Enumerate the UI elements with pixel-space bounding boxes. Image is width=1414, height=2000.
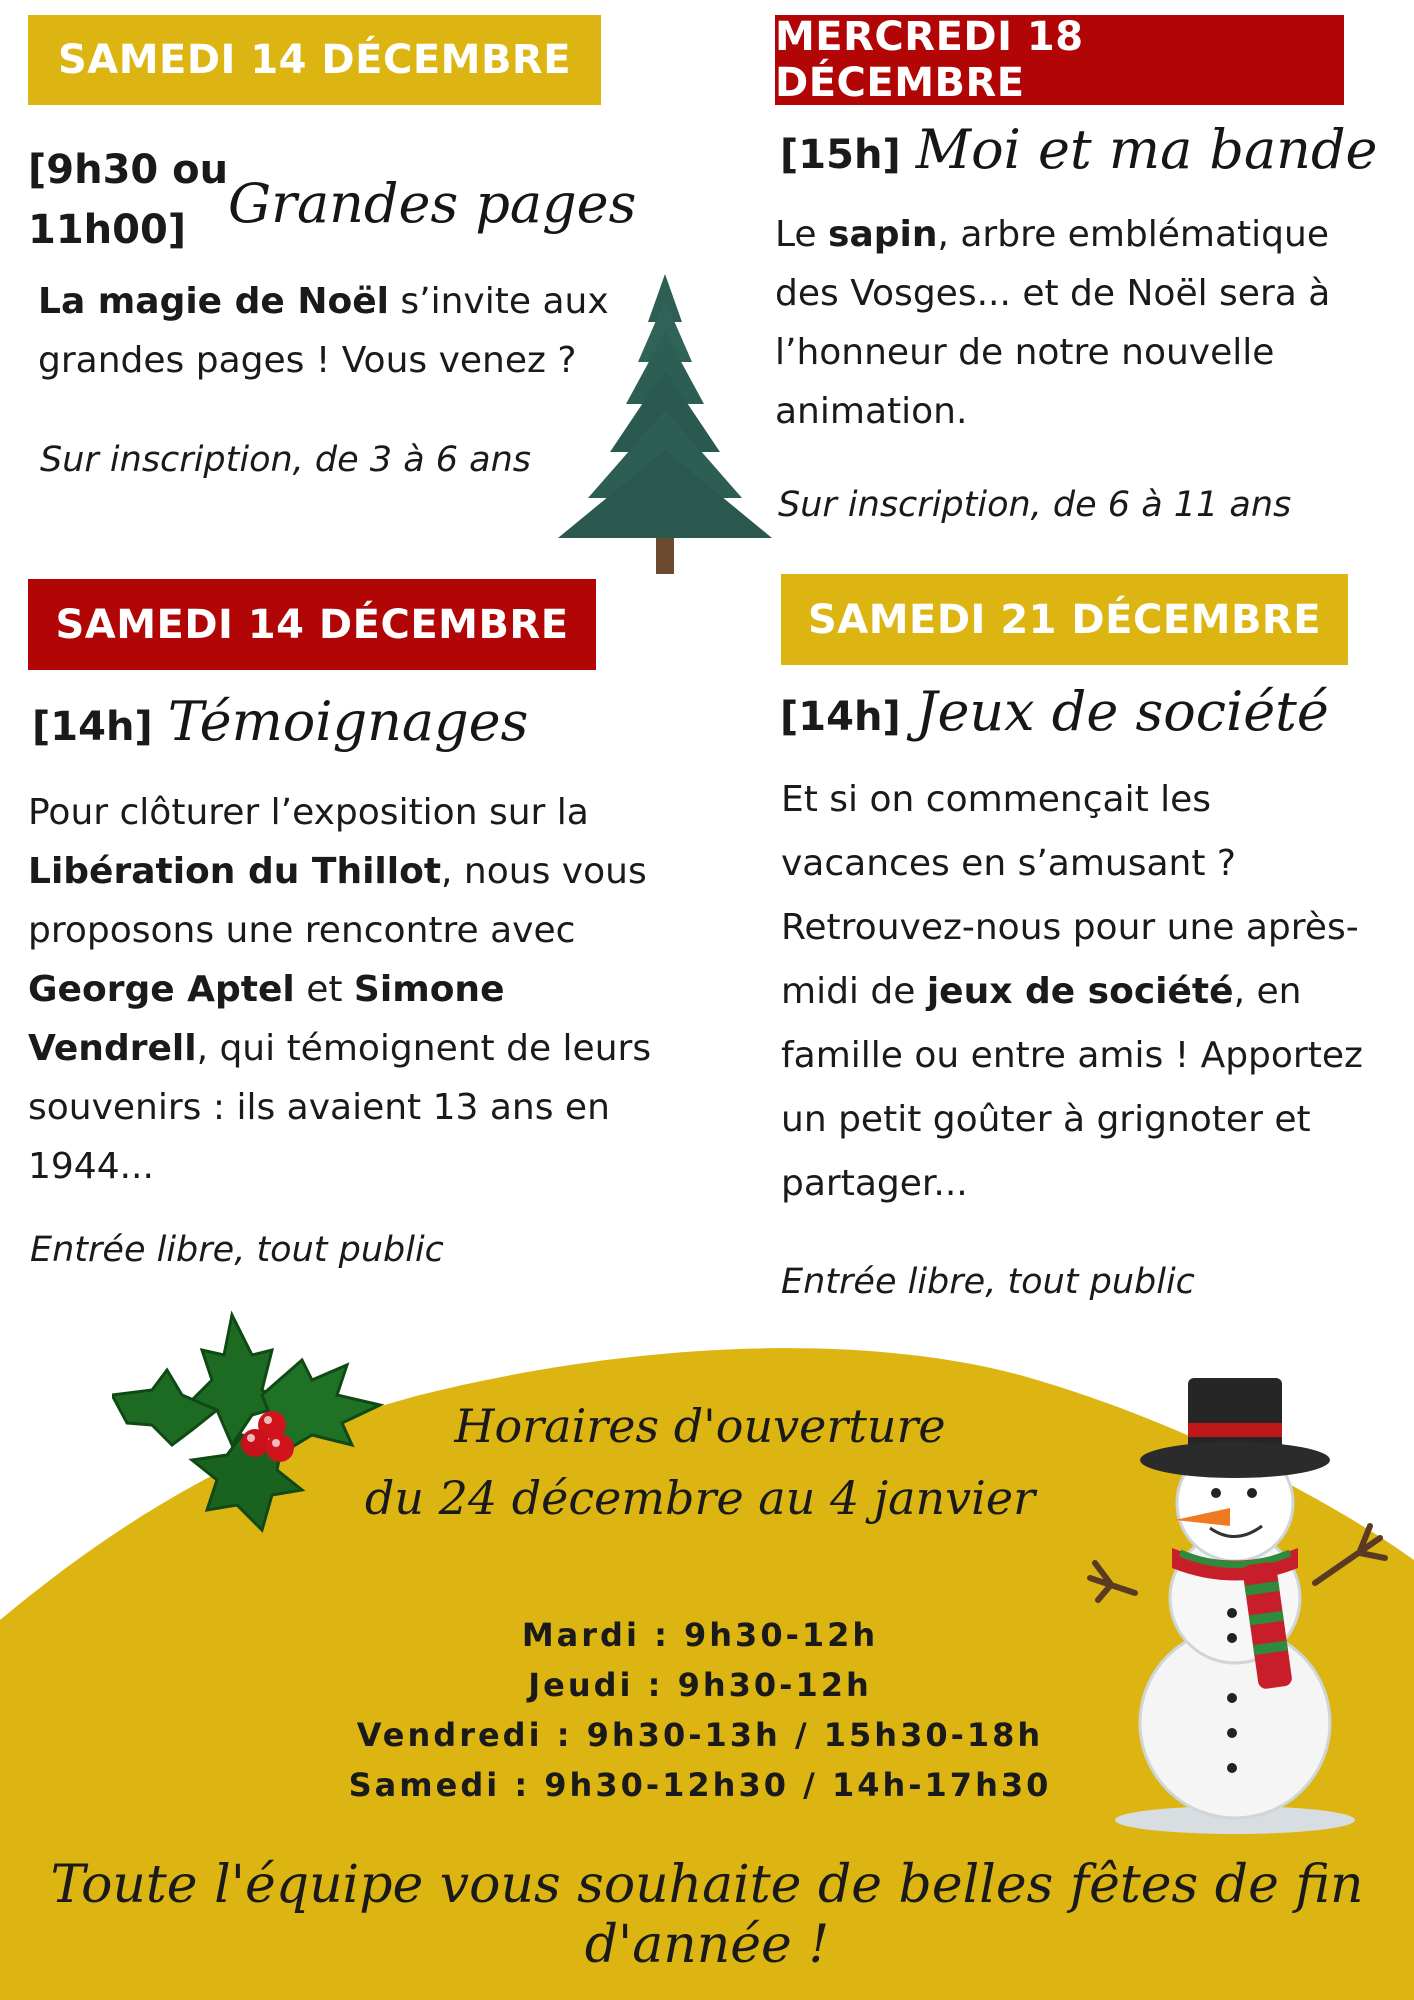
- hours-row-samedi: Samedi : 9h30-12h30 / 14h-17h30: [348, 1766, 1052, 1804]
- event1-description: [38, 272, 609, 390]
- event2-date-banner: [775, 15, 1344, 105]
- hours-title-line1: Horaires d'ouverture: [454, 1399, 946, 1453]
- hours-list: [300, 1610, 1100, 1810]
- event4-time: [14h]: [780, 694, 901, 740]
- event3-text-4: et: [294, 969, 354, 1010]
- event4-text-4a: midi de: [781, 971, 927, 1012]
- event4-heading: [780, 680, 1329, 743]
- event1-time: [28, 140, 228, 260]
- event2-text-4: animation.: [775, 391, 968, 432]
- event2-text-2: des Vosges... et de Noël sera à: [775, 273, 1331, 314]
- hours-row-vendredi: Vendredi : 9h30-13h / 15h30-18h: [356, 1716, 1044, 1754]
- event4-title: Jeux de société: [915, 680, 1329, 743]
- event2-date: MERCREDI 18 DÉCEMBRE: [775, 14, 1084, 106]
- event3-title: Témoignages: [167, 690, 529, 753]
- season-wishes: Toute l'équipe vous souhaite de belles fêtes de fin d'année !: [50, 1855, 1364, 1975]
- event1-highlight: La magie de Noël: [38, 281, 389, 322]
- event3-text-2: , nous vous: [441, 851, 647, 892]
- event4-highlight: jeux de société: [926, 971, 1234, 1012]
- event4-text-5: famille ou entre amis ! Apportez: [781, 1035, 1363, 1076]
- snowman-icon: [1080, 1368, 1400, 1848]
- event3-text-7: 1944...: [28, 1146, 154, 1187]
- event4-text-2: vacances en s’amusant ?: [781, 843, 1237, 884]
- event3-highlight-3: Simone: [353, 969, 505, 1010]
- event3-description: [28, 783, 651, 1196]
- event4-text-4b: , en: [1233, 971, 1302, 1012]
- event1-date: SAMEDI 14 DÉCEMBRE: [57, 37, 572, 83]
- event2-note: Sur inscription, de 6 à 11 ans: [778, 485, 1292, 525]
- event1-time-line1: [9h30 ou: [28, 147, 229, 193]
- event2-description: [775, 205, 1330, 441]
- event1-text-1: s’invite aux: [388, 281, 609, 322]
- event1-date-banner: [28, 15, 601, 105]
- event2-text-1a: Le: [775, 214, 829, 255]
- hours-row-jeudi: Jeudi : 9h30-12h: [528, 1666, 872, 1704]
- event4-date: SAMEDI 21 DÉCEMBRE: [807, 596, 1322, 643]
- event1-title: Grandes pages: [228, 172, 637, 235]
- event2-time: [15h]: [780, 132, 901, 178]
- event4-note: Entrée libre, tout public: [781, 1262, 1195, 1302]
- event4-text-7: partager...: [781, 1163, 968, 1204]
- event4-text-1: Et si on commençait les: [781, 779, 1212, 820]
- event2-text-3: l’honneur de notre nouvelle: [775, 332, 1275, 373]
- event3-highlight-1: Libération du Thillot: [28, 851, 442, 892]
- event4-date-banner: [781, 574, 1348, 665]
- hours-title-line2: du 24 décembre au 4 janvier: [364, 1471, 1036, 1525]
- event2-title: Moi et ma bande: [915, 118, 1378, 181]
- event2-heading: [780, 118, 1378, 181]
- fir-tree-icon: [552, 270, 778, 576]
- event3-text-1: Pour clôturer l’exposition sur la: [28, 792, 589, 833]
- event1-time-line2: 11h00]: [28, 207, 187, 253]
- event4-text-6: un petit goûter à grignoter et: [781, 1099, 1311, 1140]
- event3-text-6: souvenirs : ils avaient 13 ans en: [28, 1087, 610, 1128]
- hours-row-mardi: Mardi : 9h30-12h: [521, 1616, 879, 1654]
- event1-text-2: grandes pages ! Vous venez ?: [38, 340, 577, 381]
- event1-note: Sur inscription, de 3 à 6 ans: [40, 440, 532, 480]
- event3-text-5: , qui témoignent de leurs: [196, 1028, 652, 1069]
- event3-time: [14h]: [32, 704, 153, 750]
- event3-highlight-4: Vendrell: [28, 1028, 197, 1069]
- event2-highlight: sapin: [828, 214, 938, 255]
- event4-description: [781, 768, 1363, 1216]
- event2-text-1b: , arbre emblématique: [937, 214, 1329, 255]
- event4-text-3: Retrouvez-nous pour une après-: [781, 907, 1359, 948]
- event3-heading: [32, 690, 528, 753]
- event3-date: SAMEDI 14 DÉCEMBRE: [55, 601, 569, 648]
- event3-date-banner: [28, 579, 596, 670]
- hours-title: [300, 1390, 1100, 1534]
- event3-note: Entrée libre, tout public: [30, 1230, 444, 1270]
- event3-text-3: proposons une rencontre avec: [28, 910, 576, 951]
- event3-highlight-2: George Aptel: [28, 969, 295, 1010]
